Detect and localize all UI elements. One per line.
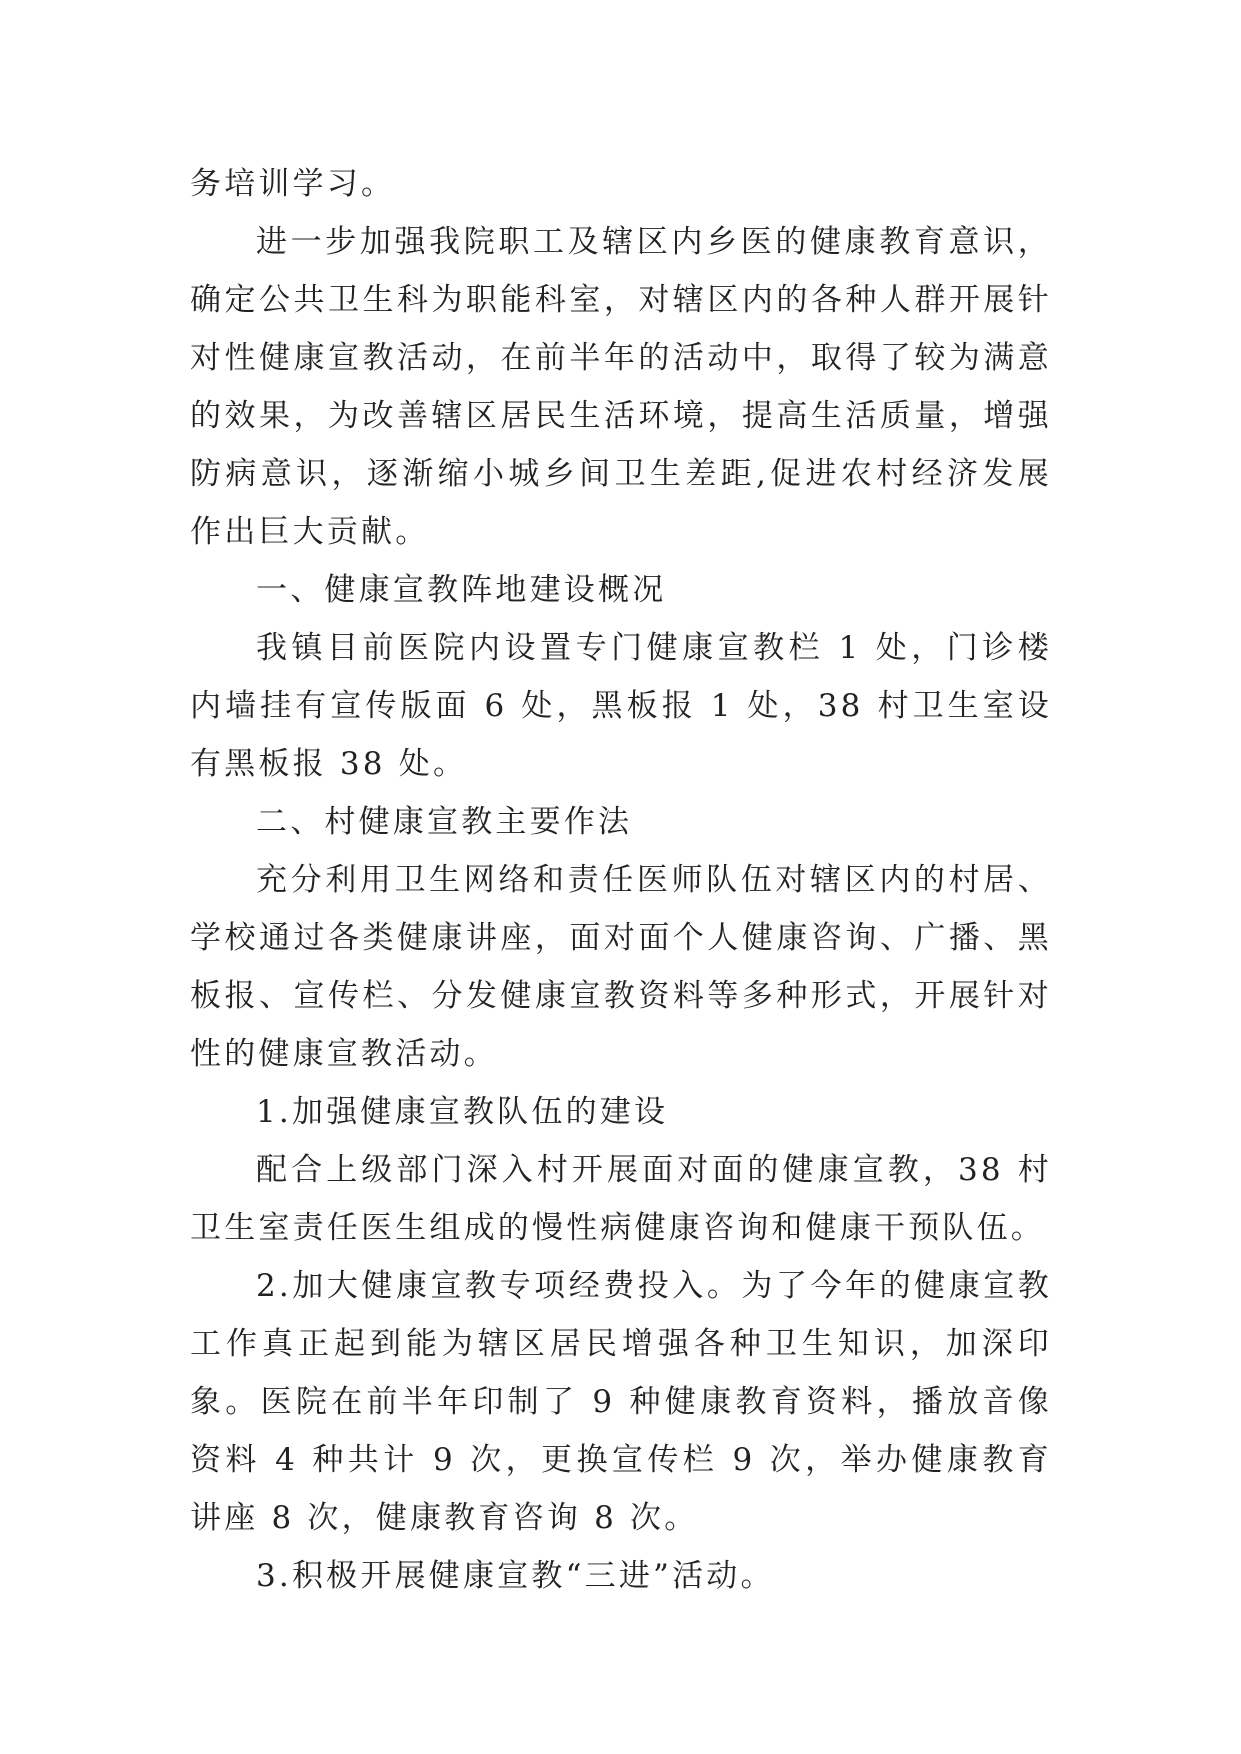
section-heading-1: 一、健康宣教阵地建设概况 xyxy=(256,572,667,608)
paragraph-continuation: 务培训学习。 xyxy=(190,166,396,202)
paragraph-facilities: 我镇目前医院内设置专门健康宣教栏 1 处，门诊楼内墙挂有宣传版面 6 处，黑板报 1 处，38 村卫生室设有黑板报 38 处。 xyxy=(190,630,1052,782)
paragraph-team: 配合上级部门深入村开展面对面的健康宣教，38 村卫生室责任医生组成的慢性病健康咨询和健康干预队伍。 xyxy=(190,1152,1052,1246)
paragraph-methods: 充分利用卫生网络和责任医师队伍对辖区内的村居、学校通过各类健康讲座，面对面个人健康咨询、广播、黑板报、宣传栏、分发健康宣教资料等多种形式，开展针对性的健康宣教活动。 xyxy=(190,862,1052,1072)
paragraph-funding: 2.加大健康宣教专项经费投入。为了今年的健康宣教工作真正起到能为辖区居民增强各种卫生知识，加深印象。医院在前半年印制了 9 种健康教育资料，播放音像资料 4 种共计 9 次，更换宣传栏 9 次，举办健康教育讲座 8 次，健康教育咨询 8 次。 xyxy=(190,1268,1052,1536)
paragraph-intro: 进一步加强我院职工及辖区内乡医的健康教育意识，确定公共卫生科为职能科室，对辖区内的各种人群开展针对性健康宣教活动，在前半年的活动中，取得了较为满意的效果，为改善辖区居民生活环境，提高生活质量，增强防病意识，逐渐缩小城乡间卫生差距,促进农村经济发展作出巨大贡献。 xyxy=(190,224,1052,550)
paragraph-three-entries: 3.积极开展健康宣教“三进”活动。 xyxy=(256,1558,775,1594)
document-body xyxy=(190,155,1052,1605)
subheading-1: 1.加强健康宣教队伍的建设 xyxy=(256,1094,669,1130)
section-heading-2: 二、村健康宣教主要作法 xyxy=(256,804,633,840)
